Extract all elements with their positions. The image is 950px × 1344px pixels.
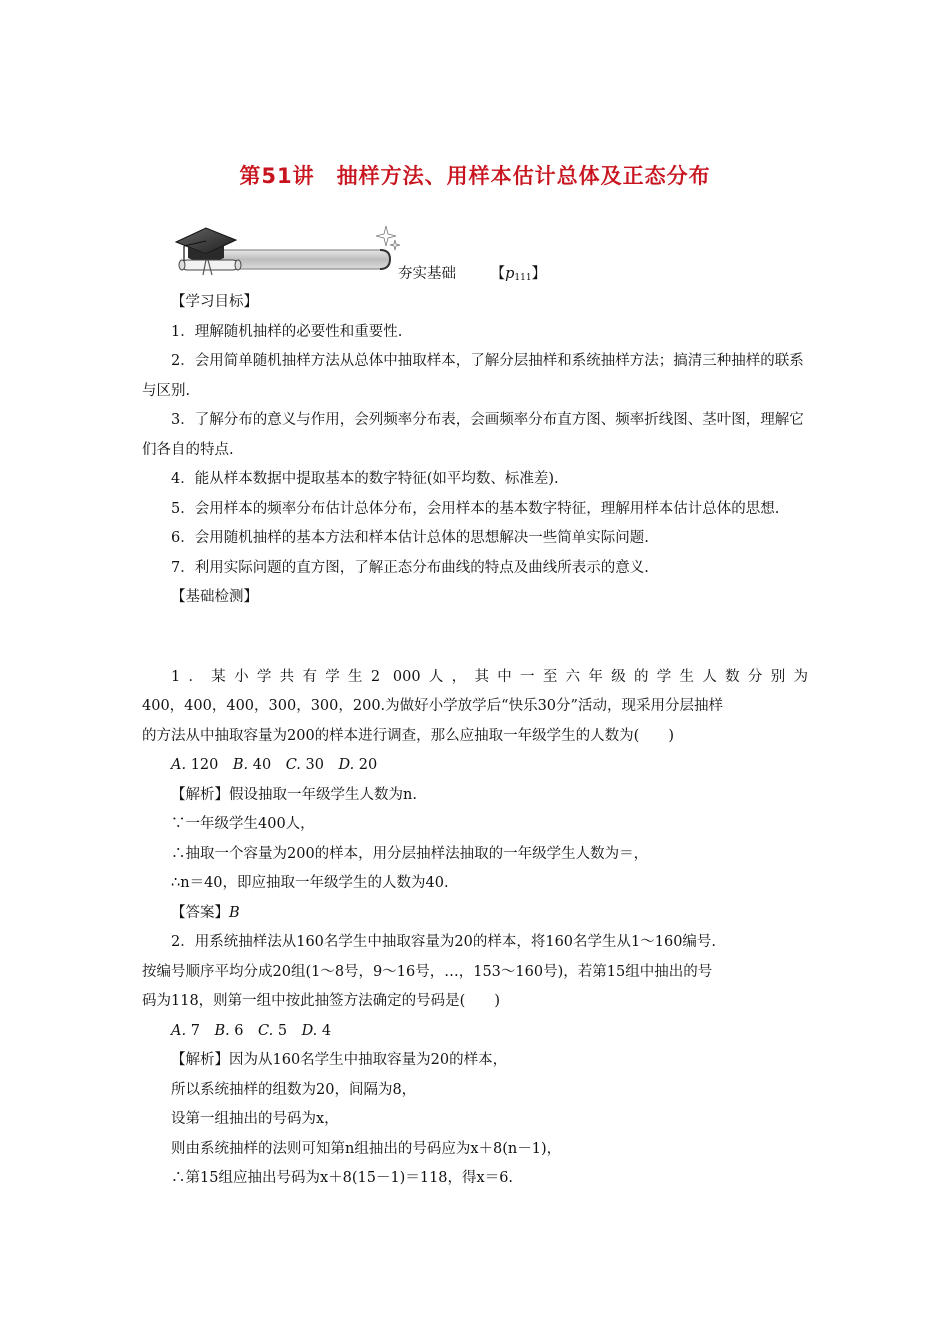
question-1-answer: 【答案】B [171,904,240,921]
sparkle-icon [376,226,400,250]
goal-item: 3．了解分布的意义与作用，会列频率分布表，会画频率分布直方图、频率折线图、茎叶图，理解它们各自的特点. [142,412,804,458]
question-2-line-3: 码为118，则第一组中按此抽签方法确定的号码是( ) [142,993,500,1009]
goal-item: 6．会用随机抽样的基本方法和样本估计总体的思想解决一些简单实际问题. [171,530,649,546]
check-heading: 【基础检测】 [171,589,258,605]
goal-item: 1．理解随机抽样的必要性和重要性. [171,323,403,340]
question-2-step: 设第一组抽出的号码为x， [171,1111,339,1127]
question-2-line-2: 按编号顺序平均分成20组(1～8号，9～16号，…，153～160号)，若第15组中抽出的号 [142,963,713,980]
section-banner-label [398,262,546,283]
question-1-analysis: 【解析】假设抽取一年级学生人数为n. [171,786,417,803]
goals-heading: 【学习目标】 [171,294,258,310]
question-2-step: 所以系统抽样的组数为20，间隔为8， [171,1081,417,1098]
question-1-line-3: 的方法从中抽取容量为200的样本进行调查，那么应抽取一年级学生的人数为( ) [142,727,674,744]
question-2-step: ∴第15组应抽出号码为x＋8(15－1)＝118，得x＝6. [171,1170,514,1186]
goal-item: 2．会用简单随机抽样方法从总体中抽取样本，了解分层抽样和系统抽样方法；搞清三种抽样的联系与区别. [142,353,804,399]
goal-item: 7．利用实际问题的直方图，了解正态分布曲线的特点及曲线所表示的意义. [171,559,649,576]
question-2-line-1: 2．用系统抽样法从160名学生中抽取容量为20的样本，将160名学生从1～160编号. [171,934,717,950]
question-1-options: A. 120 B. 40 C. 30 D. 20 [171,757,378,773]
question-2-step: 则由系统抽样的法则可知第n组抽出的号码应为x＋8(n－1)， [171,1140,562,1157]
document-body [142,288,808,1194]
question-1-step: ∵一年级学生400人， [171,816,315,832]
question-1-step: ∴抽取一个容量为200的样本，用分层抽样法抽取的一年级学生人数为＝， [171,845,649,862]
page-title: 第51讲 抽样方法、用样本估计总体及正态分布 [239,164,711,188]
question-1-line-1: 1．某小学共有学生2 000人，其中一至六年级的学生人数分别为 [171,668,808,685]
banner-title: 夯实基础 [398,266,456,282]
question-1-line-2: 400，400，400，300，300，200.为做好小学放学后“快乐30分”活动，现采用分层抽样 [142,698,723,714]
question-2-options: A. 7 B. 6 C. 5 D. 4 [171,1022,332,1039]
question-1-step: ∴n＝40，即应抽取一年级学生的人数为40. [171,875,449,891]
question-2-analysis: 【解析】因为从160名学生中抽取容量为20的样本， [171,1052,508,1068]
goal-item: 4．能从样本数据中提取基本的数字特征(如平均数、标准差). [171,471,559,487]
diploma-scroll-icon [179,260,241,275]
goal-item: 5．会用样本的频率分布估计总体分布，会用样本的基本数字特征，理解用样本估计总体的思想. [171,500,780,517]
page-reference: 【p111】 [490,266,547,283]
